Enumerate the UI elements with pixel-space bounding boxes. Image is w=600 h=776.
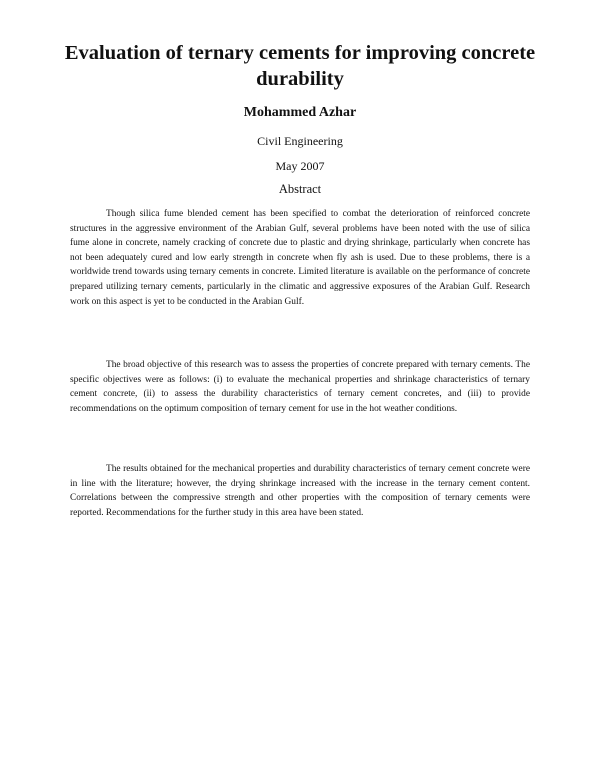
paper-title: Evaluation of ternary cements for improving concrete durability bbox=[64, 42, 536, 90]
abstract-paragraph-1: Though silica fume blended cement has been specified to combat the deterioration of reinforced concrete structures in the aggressive environment of the Arabian Gulf, several problems have been noted with the use of silica fume alone in concrete, namely cracking of concrete due to plastic and drying shrinkage, particularly when concrete has not been adequately cured and low early strength in concrete when fly ash is used. Due to these problems, there is a worldwide trend towards using ternary cements in concrete. Limited literature is available on the performance of concrete prepared utilizing ternary cements, particularly in the climatic and aggressive exposures of the Arabian Gulf. Research work on this aspect is yet to be conducted in the Arabian Gulf. bbox=[70, 209, 530, 307]
department: Civil Engineering bbox=[257, 134, 343, 148]
abstract-heading: Abstract bbox=[278, 182, 322, 196]
author-name: Mohammed Azhar bbox=[243, 105, 357, 120]
abstract-paragraph-2: The broad objective of this research was to assess the properties of concrete prepared with ternary cements. The specific objectives were as follows: (i) to evaluate the mechanical properties and shrinkage characteristics of ternary cement concrete, (ii) to assess the durability characteristics of ternary cement concretes, and (iii) to provide recommendations on the optimum composition of ternary cement for use in the hot weather conditions. bbox=[70, 360, 530, 414]
abstract-paragraph-3: The results obtained for the mechanical properties and durability characteristics of ternary cement concrete were in line with the literature; however, the drying shrinkage increased with the increase in the ternary cement content. Correlations between the compressive strength and other properties with the composition of ternary cements were reported. Recommendations for the further study in this area have been stated. bbox=[70, 464, 530, 518]
publication-date: May 2007 bbox=[275, 159, 325, 173]
